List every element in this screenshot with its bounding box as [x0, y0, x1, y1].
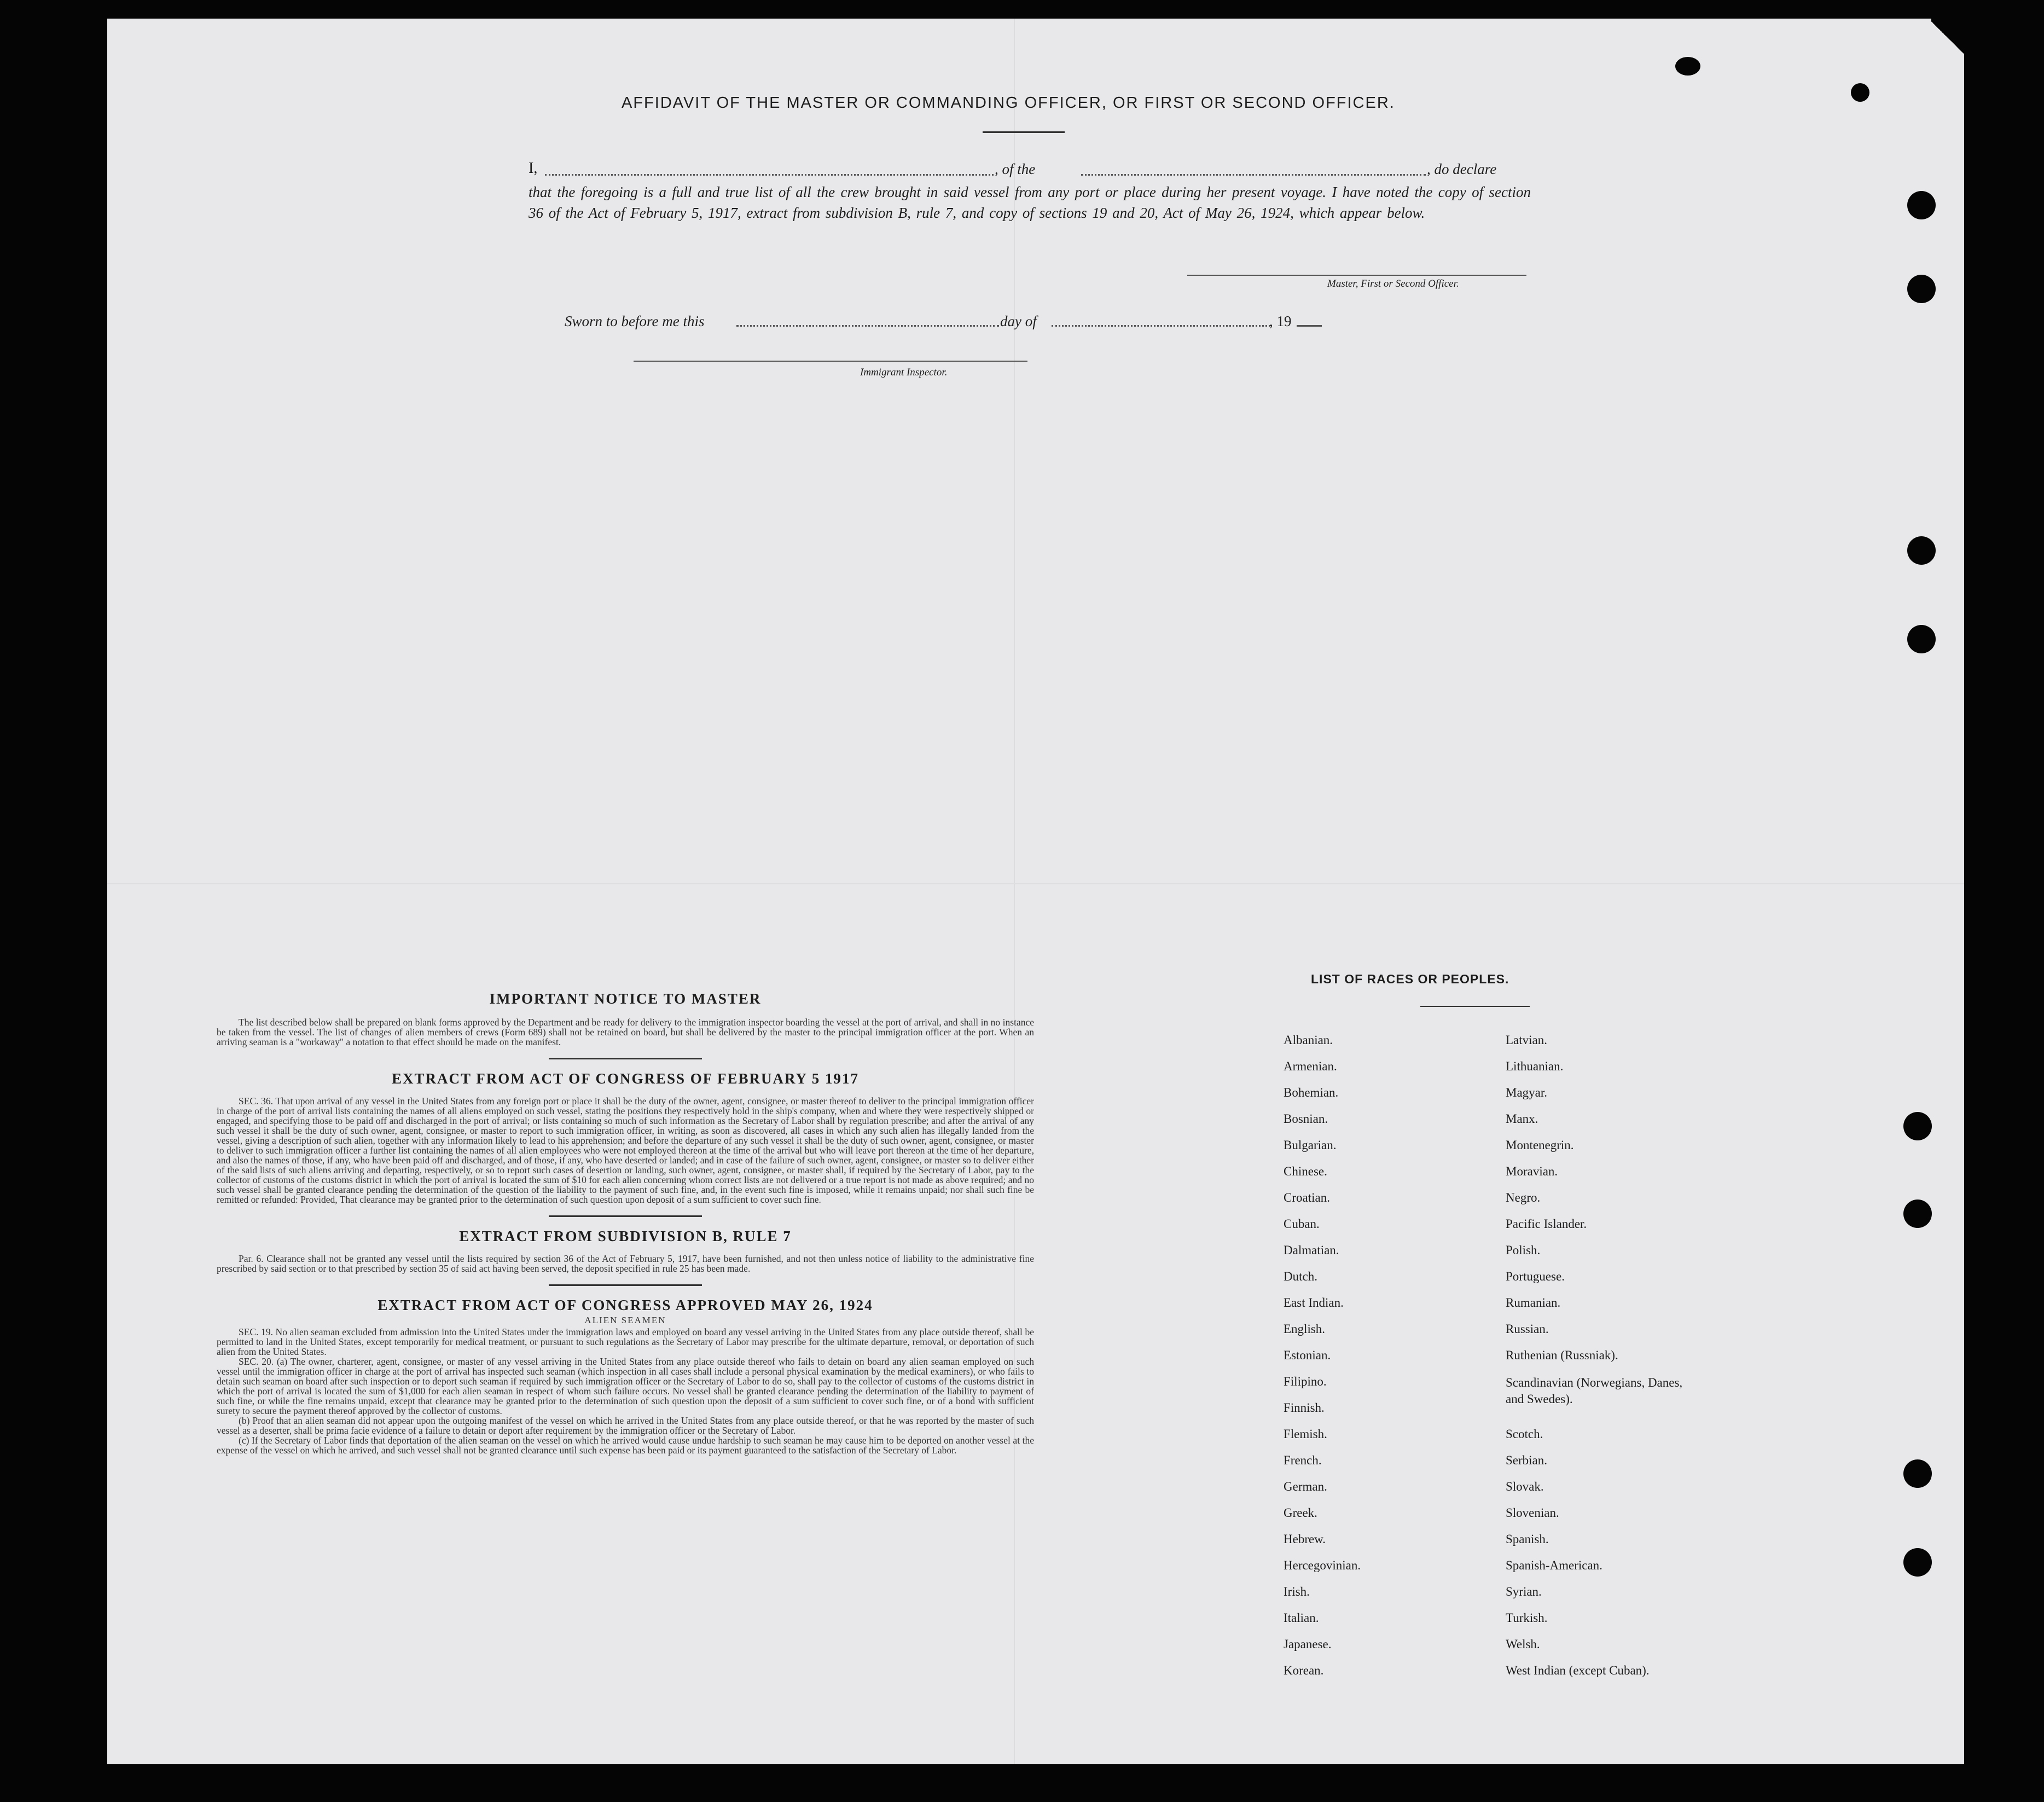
races-list-left	[1284, 1033, 1361, 1690]
race-item: Dutch.	[1284, 1270, 1317, 1283]
race-item: Bosnian.	[1284, 1112, 1328, 1126]
inspector-label: Immigrant Inspector.	[860, 367, 948, 378]
race-item: Slovak.	[1506, 1480, 1544, 1493]
master-signature-line[interactable]	[1187, 275, 1526, 276]
torn-corner	[1931, 19, 1964, 57]
extract-rule7-title: EXTRACT FROM SUBDIVISION B, RULE 7	[459, 1228, 792, 1244]
race-item: Montenegrin.	[1506, 1138, 1574, 1152]
races-title: LIST OF RACES OR PEOPLES.	[1311, 972, 1509, 986]
race-item: Filipino.	[1284, 1375, 1327, 1388]
race-item: Scandinavian (Norwegians, Danes, and Swedes).	[1506, 1376, 1683, 1406]
affidavit-title: AFFIDAVIT OF THE MASTER OR COMMANDING OFFICER, OR FIRST OR SECOND OFFICER.	[622, 94, 1395, 112]
extract-1924-title: EXTRACT FROM ACT OF CONGRESS APPROVED MAY 26, 1924	[378, 1297, 873, 1313]
race-item: French.	[1284, 1453, 1322, 1467]
race-item: Ruthenian (Russniak).	[1506, 1348, 1618, 1362]
races-title-underline	[1420, 1006, 1530, 1007]
race-item: Slovenian.	[1506, 1506, 1559, 1520]
race-item: Negro.	[1506, 1191, 1541, 1204]
race-item: Polish.	[1506, 1243, 1541, 1257]
race-item: Welsh.	[1506, 1637, 1540, 1651]
race-item: West Indian (except Cuban).	[1506, 1664, 1650, 1677]
race-item: Armenian.	[1284, 1059, 1337, 1073]
race-item: Moravian.	[1506, 1164, 1558, 1178]
declarant-name-field[interactable]	[545, 174, 994, 176]
extract-1924-subtitle: ALIEN SEAMEN	[584, 1315, 666, 1325]
punch-hole	[1907, 536, 1936, 565]
race-item: Korean.	[1284, 1664, 1324, 1677]
race-item: Finnish.	[1284, 1401, 1325, 1415]
race-item: Scotch.	[1506, 1427, 1543, 1441]
race-item: East Indian.	[1284, 1296, 1344, 1310]
punch-hole	[1851, 83, 1869, 102]
race-item: English.	[1284, 1322, 1326, 1336]
race-item: Flemish.	[1284, 1427, 1327, 1441]
race-item: Hebrew.	[1284, 1532, 1326, 1546]
sworn-day-field[interactable]	[736, 325, 999, 327]
of-the-label: , of the	[995, 161, 1036, 177]
inspector-signature-line[interactable]	[634, 361, 1027, 362]
punch-hole	[1907, 275, 1936, 303]
punch-hole	[1675, 57, 1700, 76]
race-item: Japanese.	[1284, 1637, 1332, 1651]
race-item: Albanian.	[1284, 1033, 1333, 1047]
section-divider	[549, 1058, 702, 1059]
race-item: Lithuanian.	[1506, 1059, 1564, 1073]
race-item: Turkish.	[1506, 1611, 1548, 1625]
race-item: Croatian.	[1284, 1191, 1330, 1204]
page-fold-vertical	[1014, 19, 1015, 1764]
race-item: Syrian.	[1506, 1585, 1542, 1598]
extract-1924-sec20b: (b) Proof that an alien seaman did not appear upon the outgoing manifest of the vessel on which he arrived in the United States from any place outside thereof, or that he was reported by the master of such vessel as a deserter, shall be prima facie evidence of a failure to detain or deport after requirement by the immigration officer or the Secretary of Labor.	[217, 1415, 1034, 1436]
section-divider	[549, 1284, 702, 1286]
master-signature-label: Master, First or Second Officer.	[1327, 278, 1459, 289]
declaration-text: that the foregoing is a full and true list of all the crew brought in said vessel from any port or place during her present voyage. I have noted the copy of section 36 of the Act of February 5, 1917, extract from subdivision B, rule 7, and copy of sections 19 and 20, Act of May 26, 1924, which appear below.	[529, 184, 1531, 221]
manifest-page	[107, 19, 1964, 1764]
punch-hole	[1903, 1548, 1932, 1577]
punch-hole	[1907, 625, 1936, 653]
sworn-month-field[interactable]	[1052, 325, 1270, 327]
page-fold-horizontal	[107, 883, 1964, 884]
race-item: Spanish.	[1506, 1532, 1549, 1546]
race-item: Italian.	[1284, 1611, 1319, 1625]
punch-hole	[1903, 1459, 1932, 1488]
title-underline	[983, 131, 1065, 133]
notice-text: The list described below shall be prepared on blank forms approved by the Department and be ready for delivery to the immigration inspector boarding the vessel at the port of arrival, and shall in no instance be taken from the vessel. The list of changes of alien members of crews (Form 689) shall not be retained on board, but shall be delivered by the master to the principal immigration officer at the port. When an arriving seaman is a "workaway" a notation to that effect should be made on the manifest.	[217, 1017, 1034, 1047]
extract-1924-sec20a: SEC. 20. (a) The owner, charterer, agent, consignee, or master of any vessel arriving in the United States from any place outside thereof who fails to detain on board any alien seaman employed on such vessel until the immigration officer in charge at the port of arrival has inspected such seaman (which inspection in all cases shall include a personal physical examination by the medical examiners), or who fails to detain such seaman on board after such inspection or to deport such seaman if required by such immigration officer or the Secretary of Labor to do so, shall pay to the collector of customs of the customs district in which the port of arrival is located the sum of $1,000 for each alien seaman in respect of whom such failure occurs. No vessel shall be granted clearance pending the determination of the liability to payment of such fine, or while the fine remains unpaid, except that clearance may be granted prior to the determination of such question upon the deposit of a sum sufficient to cover such fine, or of a bond with sufficient surety to secure the payment thereof approved by the collector of customs.	[217, 1356, 1034, 1416]
race-item: Serbian.	[1506, 1453, 1548, 1467]
punch-hole	[1903, 1200, 1932, 1228]
sworn-year-field[interactable]	[1297, 325, 1322, 327]
race-item: Magyar.	[1506, 1086, 1548, 1099]
race-item: Greek.	[1284, 1506, 1317, 1520]
legal-extracts	[217, 990, 1034, 1455]
race-item: Portuguese.	[1506, 1270, 1565, 1283]
race-item: German.	[1284, 1480, 1327, 1493]
races-list-right	[1506, 1033, 1692, 1690]
race-item: Cuban.	[1284, 1217, 1320, 1231]
vessel-name-field[interactable]	[1081, 174, 1426, 176]
race-item: Spanish-American.	[1506, 1558, 1602, 1572]
punch-hole	[1907, 191, 1936, 219]
race-item: Dalmatian.	[1284, 1243, 1339, 1257]
extract-1917-title: EXTRACT FROM ACT OF CONGRESS OF FEBRUARY 5 1917	[391, 1070, 860, 1087]
extract-1924-sec19: SEC. 19. No alien seaman excluded from admission into the United States under the immigration laws and employed on board any vessel arriving in the United States from any place outside thereof, shall be permitted to land in the United States, except temporarily for medical treatment, or pursuant to such regulations as the Secretary of Labor may prescribe for the ultimate departure, removal, or deportation of such alien from the United States.	[217, 1326, 1034, 1357]
sworn-label: Sworn to before me this	[565, 313, 705, 329]
extract-rule7-text: Par. 6. Clearance shall not be granted any vessel until the lists required by section 36 of the Act of February 5, 1917, have been furnished, and not then unless notice of liability to the administrative fine prescribed by said section or to that prescribed by section 35 of said act having been served, the deposit specified in rule 25 has been made.	[217, 1253, 1034, 1274]
extract-1917-text: SEC. 36. That upon arrival of any vessel in the United States from any foreign port or place it shall be the duty of the owner, agent, consignee, or master thereof to deliver to the principal immigration officer in charge of the port of arrival lists containing the names of all aliens employed on such vessel, stating the positions they respectively hold in the ship's company, when and where they were respectively shipped or engaged, and specifying those to be paid off and discharged in the port of arrival; or lists containing so much of such information as the Secretary of Labor shall by regulation prescribe; and after the arrival of any such vessel it shall be the duty of such owner, agent, consignee, or master to report to such immigration officer, in writing, as soon as discovered, all cases in which any such alien has illegally landed from the vessel, giving a description of such alien, together with any information likely to lead to his apprehension; and before the departure of any such vessel it shall be the duty of such owner, agent, consignee, or master to deliver to such immigration officer a further list containing the names of all alien employees who were not employed thereon at the time of the arrival but who will leave port thereon at the time of her departure, and also the names of those, if any, who have been paid off and discharged, and of those, if any, who have deserted or landed; and in case of the failure of such owner, agent, consignee, or master so to deliver either of the said lists of such aliens arriving and departing, respectively, or so to report such cases of desertion or landing, such owner, agent, consignee, or master shall, if required by the Secretary of Labor, pay to the collector of customs of the customs district in which the port of arrival is located the sum of $10 for each alien concerning whom correct lists are not delivered or a true report is not made as above required; and no such vessel shall be granted clearance pending the determination of the question of the liability to the payment of such fine, and, in the event such fine is imposed, while it remains unpaid; nor shall such fine be remitted or refunded: Provided, That clearance may be granted prior to the determination of such question upon deposit of a sum sufficient to cover such fine.	[217, 1096, 1034, 1205]
race-item: Estonian.	[1284, 1348, 1331, 1362]
year-label: , 19	[1269, 313, 1292, 329]
race-item: Manx.	[1506, 1112, 1538, 1126]
race-item: Bulgarian.	[1284, 1138, 1337, 1152]
notice-title: IMPORTANT NOTICE TO MASTER	[489, 990, 762, 1007]
race-item: Pacific Islander.	[1506, 1217, 1587, 1231]
section-divider	[549, 1215, 702, 1217]
race-item: Bohemian.	[1284, 1086, 1339, 1099]
race-item: Rumanian.	[1506, 1296, 1561, 1310]
race-item: Irish.	[1284, 1585, 1310, 1598]
race-item: Hercegovinian.	[1284, 1558, 1361, 1572]
punch-hole	[1903, 1112, 1932, 1140]
race-item: Russian.	[1506, 1322, 1549, 1336]
do-declare-label: , do declare	[1427, 161, 1497, 177]
extract-1924-sec20c: (c) If the Secretary of Labor finds that deportation of the alien seaman on the vessel on which he arrived would cause undue hardship to such seaman he may cause him to be deported on another vessel at the expense of the vessel on which he arrived, and such vessel shall not be granted clearance until such expense has been paid or its payment guaranteed to the satisfaction of the Secretary of Labor.	[217, 1435, 1034, 1456]
race-item: Latvian.	[1506, 1033, 1547, 1047]
race-item: Chinese.	[1284, 1164, 1327, 1178]
day-of-label: day of	[1000, 313, 1037, 329]
declarant-prefix: I,	[529, 160, 538, 177]
